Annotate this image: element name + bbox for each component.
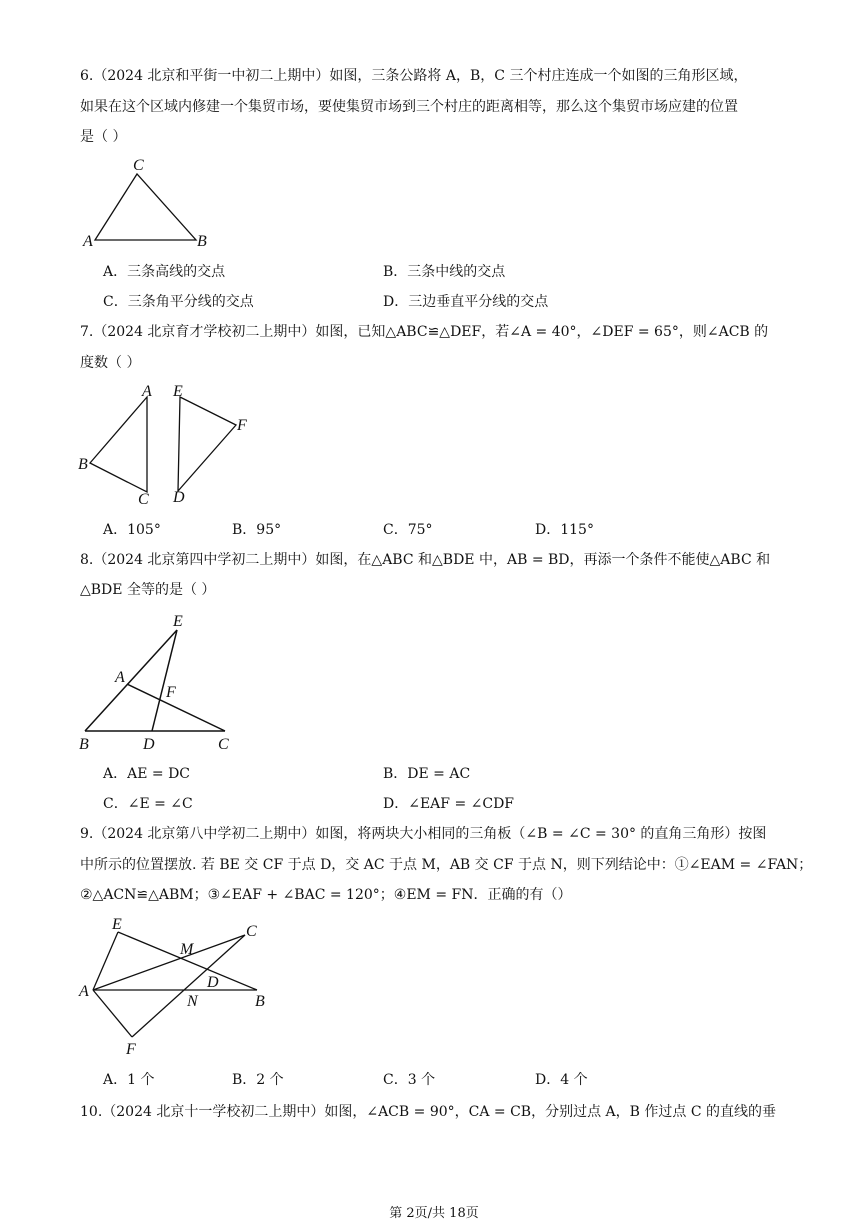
q6-label-a: A — [83, 233, 93, 250]
q7-label-f: F — [237, 417, 247, 434]
q9-label-e: E — [112, 916, 122, 933]
q7-option-d[interactable]: D．115° — [535, 522, 594, 538]
q6-stem-line1: 6.（2024 北京和平街一中初二上期中）如图，三条公路将 A，B，C 三个村庄连成一个如图的三角形区域， — [80, 68, 748, 84]
q8-option-a[interactable]: A．AE = DC — [103, 766, 191, 782]
q6-option-b[interactable]: B．三条中线的交点 — [383, 264, 506, 280]
q8-option-d[interactable]: D．∠EAF = ∠CDF — [383, 796, 515, 812]
q9-label-d: D — [207, 974, 219, 991]
q8-stem-line2: △BDE 全等的是（ ） — [80, 582, 216, 598]
q8-label-f: F — [166, 684, 176, 701]
q8-label-b: B — [79, 736, 89, 753]
q9-label-f: F — [126, 1041, 136, 1058]
q6-label-c: C — [133, 157, 144, 174]
q9-stem-line2: 中所示的位置摆放. 若 BE 交 CF 于点 D，交 AC 于点 M，AB 交 CF 于点 N，则下列结论中：①∠EAM = ∠FAN； — [80, 857, 813, 873]
q8-option-b[interactable]: B．DE = AC — [383, 766, 471, 782]
q8-label-a: A — [115, 669, 125, 686]
q9-stem-line3: ②△ACN≌△ABM；③∠EAF + ∠BAC = 120°；④EM = FN．正确的有（） — [80, 887, 572, 903]
q9-option-c[interactable]: C．3 个 — [383, 1072, 436, 1088]
q8-label-e: E — [173, 613, 183, 630]
q6-stem-line2: 如果在这个区域内修建一个集贸市场，要使集贸市场到三个村庄的距离相等，那么这个集贸市场应建的位置 — [80, 99, 738, 115]
q7-label-a: A — [142, 383, 152, 400]
q9-label-m: M — [180, 941, 194, 958]
q9-label-n: N — [187, 993, 198, 1010]
q7-stem-line1: 7.（2024 北京育才学校初二上期中）如图，已知△ABC≌△DEF，若∠A = 40°，∠DEF = 65°，则∠ACB 的 — [80, 324, 769, 340]
q6-option-a[interactable]: A．三条高线的交点 — [103, 264, 226, 280]
q8-option-c[interactable]: C．∠E = ∠C — [103, 796, 193, 812]
page-number-footer: 第 2页/共 18页 — [389, 1206, 479, 1221]
q9-segment-ac — [93, 935, 245, 990]
q6-option-c[interactable]: C．三条角平分线的交点 — [103, 294, 254, 310]
q9-option-b[interactable]: B．2 个 — [232, 1072, 284, 1088]
q7-option-c[interactable]: C．75° — [383, 522, 433, 538]
q9-segment-af — [93, 990, 132, 1037]
q7-stem-line2: 度数（ ） — [80, 355, 141, 371]
q10-stem-line1: 10.（2024 北京十一学校初二上期中）如图，∠ACB = 90°，CA = CB，分别过点 A，B 作过点 C 的直线的垂 — [80, 1104, 776, 1120]
q9-stem-line1: 9.（2024 北京第八中学初二上期中）如图，将两块大小相同的三角板（∠B = ∠C = 30° 的直角三角形）按图 — [80, 826, 767, 842]
q7-option-b[interactable]: B．95° — [232, 522, 282, 538]
q9-label-b: B — [255, 993, 265, 1010]
q9-label-c: C — [246, 923, 257, 940]
q9-option-a[interactable]: A．1 个 — [103, 1072, 155, 1088]
q7-option-a[interactable]: A．105° — [103, 522, 161, 538]
q6-stem-line3: 是（ ） — [80, 129, 127, 145]
q6-label-b: B — [197, 233, 207, 250]
q7-label-c: C — [138, 491, 149, 508]
q8-stem-line1: 8.（2024 北京第四中学初二上期中）如图，在△ABC 和△BDE 中，AB = BD，再添一个条件不能使△ABC 和 — [80, 552, 771, 568]
q8-label-d: D — [143, 736, 155, 753]
q9-option-d[interactable]: D．4 个 — [535, 1072, 588, 1088]
q8-label-c: C — [218, 736, 229, 753]
q6-option-d[interactable]: D．三边垂直平分线的交点 — [383, 294, 549, 310]
q9-label-a: A — [79, 983, 89, 1000]
q9-segment-ae — [93, 932, 118, 990]
q7-label-e: E — [173, 383, 183, 400]
q7-label-b: B — [78, 456, 88, 473]
q7-label-d: D — [173, 489, 185, 506]
